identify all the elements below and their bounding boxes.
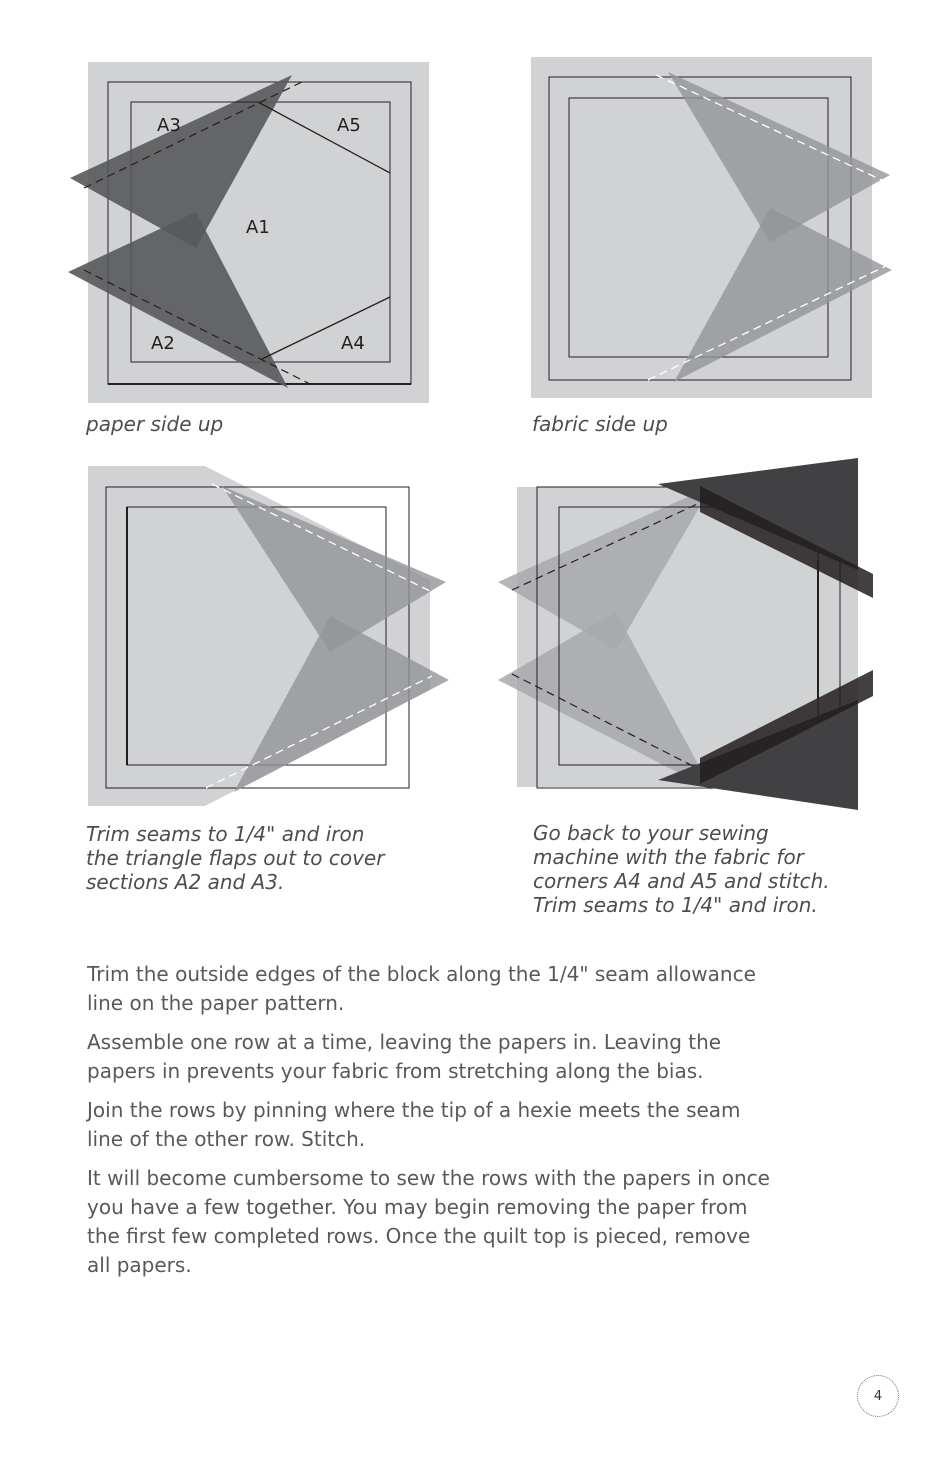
caption-line: Trim seams to 1/4" and iron. — [533, 893, 818, 917]
text-line: the first few completed rows. Once the quilt top is pieced, remove — [87, 1224, 751, 1248]
caption-line: corners A4 and A5 and stitch. — [533, 869, 830, 893]
label-a4: A4 — [341, 333, 365, 354]
instructions-body — [87, 960, 847, 1290]
caption-line: fabric side up — [532, 412, 668, 436]
paragraph-assemble-rows — [87, 1028, 847, 1086]
page-number: 4 — [857, 1375, 899, 1417]
caption-line: sections A2 and A3. — [86, 870, 285, 894]
diagram-fabric-side-up — [531, 57, 892, 398]
text-line: papers in prevents your fabric from stretching along the bias. — [87, 1059, 704, 1083]
text-line: Assemble one row at a time, leaving the papers in. Leaving the — [87, 1030, 722, 1054]
caption-line: Trim seams to 1/4" and iron — [86, 822, 365, 846]
caption-go-back — [533, 821, 830, 917]
text-line: line on the paper pattern. — [87, 991, 345, 1015]
label-a2: A2 — [151, 333, 175, 354]
caption-line: the triangle flaps out to cover — [86, 846, 385, 870]
caption-line: machine with the fabric for — [533, 845, 804, 869]
diagram-trimmed-ironed — [88, 466, 449, 806]
paragraph-remove-papers — [87, 1164, 847, 1280]
text-line: you have a few together. You may begin removing the paper from — [87, 1195, 748, 1219]
paragraph-trim-edges — [87, 960, 847, 1018]
label-a1: A1 — [246, 217, 270, 238]
text-line: Trim the outside edges of the block along the 1/4" seam allowance — [87, 962, 756, 986]
diagram-paper-side-up — [68, 62, 429, 403]
label-a5: A5 — [337, 115, 361, 136]
label-a3: A3 — [157, 115, 181, 136]
diagram-corners-a4-a5 — [498, 458, 873, 810]
text-line: It will become cumbersome to sew the rows with the papers in once — [87, 1166, 770, 1190]
caption-line: paper side up — [86, 412, 224, 436]
caption-trim-seams — [86, 822, 384, 894]
text-line: line of the other row. Stitch. — [87, 1127, 366, 1151]
caption-fabric-side-up — [532, 412, 668, 436]
caption-line: Go back to your sewing — [533, 821, 769, 845]
text-line: all papers. — [87, 1253, 192, 1277]
caption-paper-side-up — [86, 412, 223, 436]
paragraph-join-rows — [87, 1096, 847, 1154]
text-line: Join the rows by pinning where the tip of a hexie meets the seam — [87, 1098, 741, 1122]
